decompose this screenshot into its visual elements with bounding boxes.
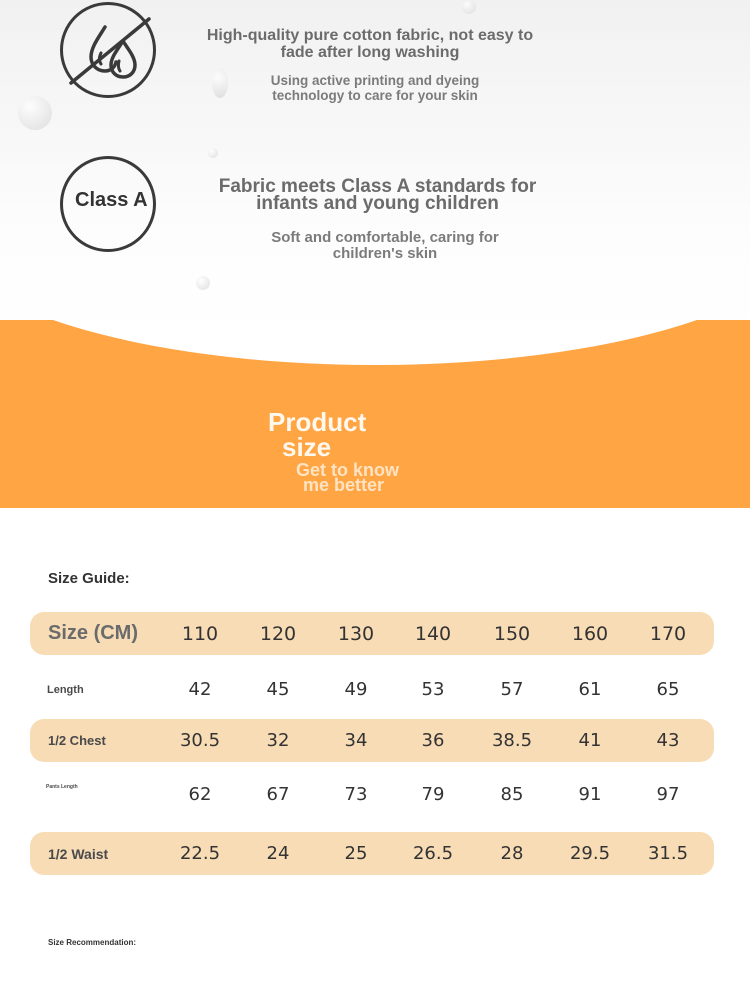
feature-title: High-quality pure cotton fabric, not easy to fade after long washing (206, 27, 534, 61)
size-header-cell: 120 (259, 622, 297, 645)
banner-curve (0, 320, 750, 365)
feature-title: Fabric meets Class A standards for infants and young children (218, 176, 537, 214)
table-cell: 53 (421, 679, 445, 700)
banner-title-line1: Product (268, 407, 367, 437)
table-cell: 79 (421, 784, 445, 805)
table-cell: 29.5 (569, 843, 611, 864)
table-cell: 30.5 (179, 730, 221, 751)
size-guide-label: Size Guide: (48, 570, 130, 587)
class-a-icon (60, 156, 156, 252)
table-cell: 22.5 (179, 843, 221, 864)
row-label: Pants Length (46, 783, 78, 790)
size-header-label: Size (CM) (48, 622, 138, 644)
table-cell: 25 (344, 843, 368, 864)
row-label: 1/2 Chest (48, 733, 106, 748)
feature-subtitle: Soft and comfortable, caring for children's skin (271, 229, 499, 262)
size-header-cell: 170 (649, 622, 687, 645)
size-header-cell: 140 (414, 622, 452, 645)
table-cell: 57 (500, 679, 524, 700)
table-cell: 36 (421, 730, 445, 751)
class-a-icon-text: Class A (75, 189, 148, 211)
table-cell: 62 (188, 784, 212, 805)
size-header-row (30, 612, 714, 655)
row-label: Length (47, 683, 84, 696)
table-cell: 38.5 (491, 730, 533, 751)
banner-subtitle (296, 460, 399, 495)
table-cell: 91 (578, 784, 602, 805)
table-row (30, 668, 714, 711)
banner-subtitle-line1: Get to know (296, 460, 399, 480)
table-cell: 42 (188, 679, 212, 700)
water-drop-decoration (208, 148, 218, 158)
row-label: 1/2 Waist (48, 845, 109, 862)
water-drop-decoration (196, 276, 210, 290)
banner-title-line2: size (282, 432, 332, 462)
size-header-cell: 150 (493, 622, 531, 645)
table-row (30, 719, 714, 762)
table-cell: 49 (344, 679, 368, 700)
table-cell: 73 (344, 784, 368, 805)
table-cell: 26.5 (412, 843, 454, 864)
water-drop-decoration (212, 68, 228, 98)
table-cell: 43 (656, 730, 680, 751)
table-cell: 28 (500, 843, 524, 864)
table-cell: 31.5 (647, 843, 689, 864)
table-cell: 85 (500, 784, 524, 805)
water-drop-decoration (462, 0, 476, 14)
banner-subtitle-line2: me better (303, 475, 385, 495)
water-drops-crossed-icon (60, 2, 156, 98)
table-cell: 97 (656, 784, 680, 805)
banner-title (268, 407, 367, 462)
feature-subtitle: Using active printing and dyeing technology to care for your skin (270, 73, 480, 103)
table-cell: 67 (266, 784, 290, 805)
table-row (30, 773, 714, 816)
table-cell: 45 (266, 679, 290, 700)
table-cell: 61 (578, 679, 602, 700)
product-size-banner (0, 320, 750, 508)
size-header-cell: 160 (571, 622, 609, 645)
size-header-cell: 110 (181, 622, 219, 645)
table-cell: 65 (656, 679, 680, 700)
size-recommendation-label: Size Recommendation: (48, 938, 137, 947)
water-drop-decoration (18, 96, 52, 130)
size-header-cell: 130 (337, 622, 375, 645)
table-cell: 41 (578, 730, 602, 751)
table-cell: 34 (344, 730, 368, 751)
table-cell: 32 (266, 730, 290, 751)
table-row (30, 832, 714, 875)
features-section (0, 0, 750, 340)
table-cell: 24 (266, 843, 290, 864)
